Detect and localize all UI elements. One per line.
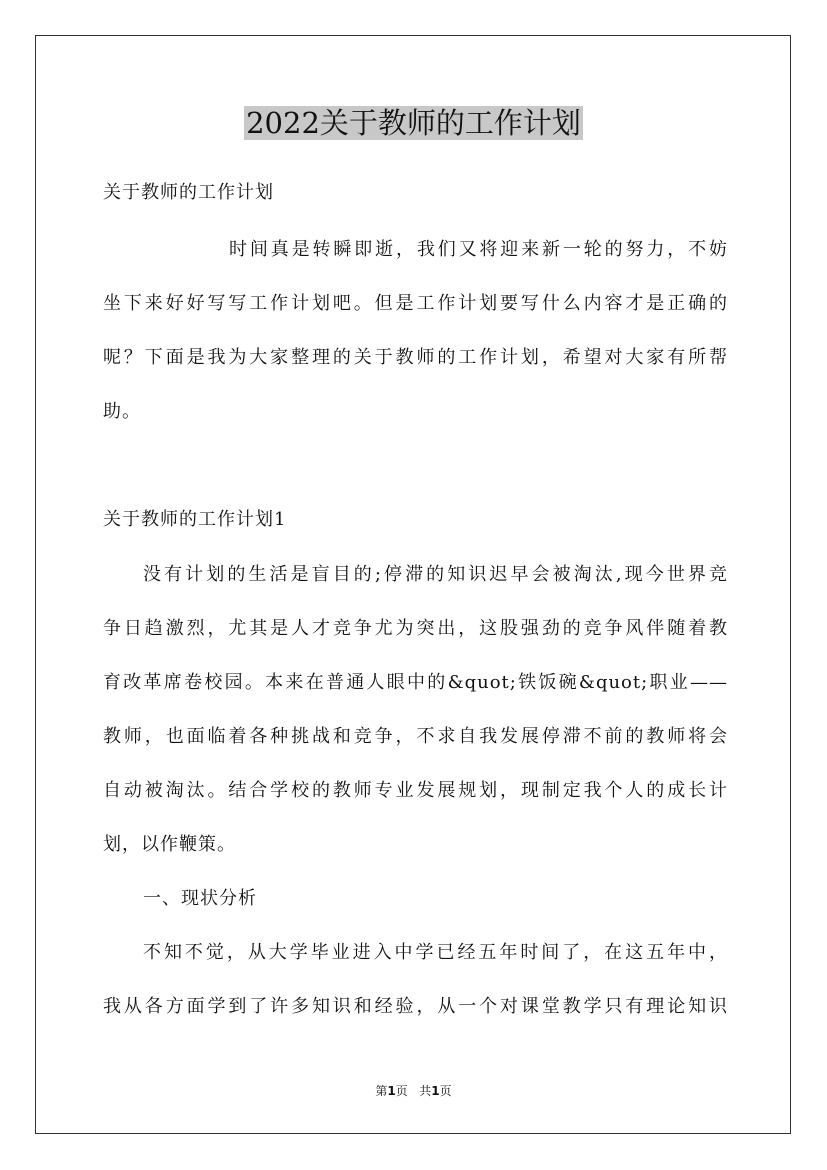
- section1-line: 育改革席卷校园。本来在普通人眼中的&quot;铁饭碗&quot;职业——: [103, 672, 728, 693]
- intro-line: 助。: [103, 401, 141, 422]
- intro-line: 时间真是转瞬即逝，我们又将迎来新一轮的努力，不妨: [229, 239, 728, 260]
- section1-line: 教师，也面临着各种挑战和竞争，不求自我发展停滞不前的教师将会: [103, 726, 728, 747]
- section1-line: 自动被淘汰。结合学校的教师专业发展规划，现制定我个人的成长计: [103, 780, 728, 801]
- intro-line: 呢？下面是我为大家整理的关于教师的工作计划，希望对大家有所帮: [103, 347, 728, 368]
- status-line: 不知不觉，从大学毕业进入中学已经五年时间了，在这五年中，: [143, 942, 728, 963]
- footer-page-label: 页: [395, 1084, 408, 1098]
- intro-line: 坐下来好好写写工作计划吧。但是工作计划要写什么内容才是正确的: [103, 293, 728, 314]
- footer-total-label: 页: [439, 1084, 452, 1098]
- document-title: [0, 103, 827, 143]
- footer-page-prefix: 第: [375, 1084, 388, 1098]
- section1-line: 划，以作鞭策。: [103, 834, 236, 855]
- page-footer: [0, 1083, 827, 1099]
- section1-line: 争日趋激烈，尤其是人才竞争尤为突出，这股强劲的竞争风伴随着教: [103, 618, 728, 639]
- intro-heading: 关于教师的工作计划: [103, 182, 274, 203]
- footer-page-current: 1: [387, 1084, 396, 1098]
- section1-line: 没有计划的生活是盲目的;停滞的知识迟早会被淘汰,现今世界竞: [143, 564, 728, 585]
- footer-total-prefix: 共: [419, 1084, 432, 1098]
- subheading-status-analysis: 一、现状分析: [143, 888, 257, 909]
- document-title-text: 2022关于教师的工作计划: [246, 106, 581, 140]
- section1-heading: 关于教师的工作计划1: [103, 509, 287, 530]
- footer-page-total: 1: [431, 1084, 440, 1098]
- status-line: 我从各方面学到了许多知识和经验，从一个对课堂教学只有理论知识: [103, 996, 728, 1017]
